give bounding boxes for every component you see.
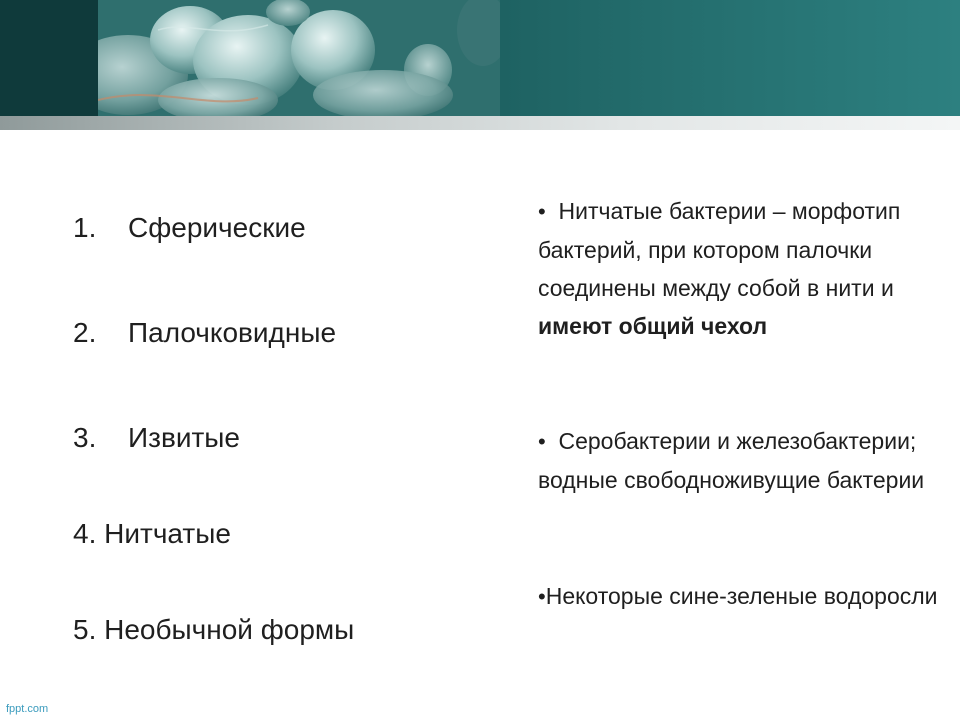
bullet-text: Серобактерии и железобактерии; водные свободноживущие бактерии <box>538 428 925 493</box>
list-text: Палочковидные <box>128 317 337 348</box>
list-item-unusual <box>73 614 354 646</box>
bullet-text-bold: имеют общий чехол <box>538 313 768 339</box>
bullet-blue-green-algae <box>538 577 946 616</box>
list-item-spherical <box>73 212 306 244</box>
header-left-block <box>0 0 98 116</box>
list-text: Извитые <box>128 422 240 453</box>
bullet-filamentous-definition <box>538 192 946 345</box>
list-item-filamentous <box>73 518 231 550</box>
bullet-text: Нитчатые бактерии – морфотип бактерий, при котором палочки соединены между собой в нити и <box>538 198 901 301</box>
bacteria-micrograph <box>98 0 500 116</box>
bullet-sulfur-iron-bacteria <box>538 422 946 499</box>
bullet-text: Некоторые сине-зеленые водоросли <box>545 583 938 609</box>
list-text: Сферические <box>128 212 306 243</box>
list-number: 4. <box>73 518 97 549</box>
watermark: fppt.com <box>6 703 49 715</box>
list-number: 5. <box>73 614 97 645</box>
list-item-rod-shaped <box>73 317 336 349</box>
list-number: 1. <box>73 212 97 243</box>
header-divider <box>0 116 960 130</box>
list-item-spiral <box>73 422 240 454</box>
list-text: Необычной формы <box>104 614 355 645</box>
bullet-marker: • <box>538 199 546 224</box>
list-number: 2. <box>73 317 97 348</box>
list-number: 3. <box>73 422 97 453</box>
list-text: Нитчатые <box>104 518 231 549</box>
bullet-marker: • <box>538 584 546 609</box>
bullet-marker: • <box>538 429 546 454</box>
